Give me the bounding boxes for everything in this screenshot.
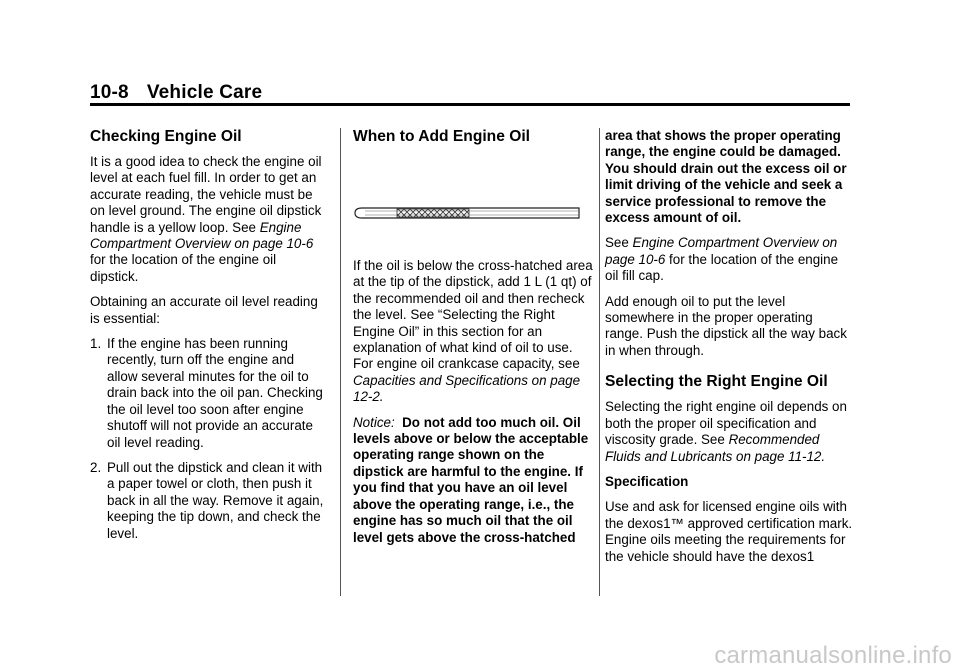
heading-selecting-oil: Selecting the Right Engine Oil [605, 373, 828, 391]
header-rule [90, 103, 850, 106]
notice-continued: area that shows the proper operating range, the engine could be damaged. You should drain out the excess oil or limit driving of the vehicle and seek a service professional to remove the excess amount of oil. [605, 128, 847, 226]
column-2 [353, 128, 593, 555]
list-item: 1. If the engine has been running recently, turn off the engine and allow several minutes for the oil to drain back into the oil pan. Checking the oil level too soon after engine shutoff will not provide an accurate oil level reading. [90, 336, 323, 450]
notice-label: Notice: [353, 414, 395, 430]
column-divider [340, 128, 341, 596]
heading-checking-engine-oil: Checking Engine Oil [90, 128, 242, 145]
steps-list [90, 336, 328, 542]
capacities-link[interactable]: Capacities and Specifications on page 12-2. [353, 372, 581, 405]
engine-compartment-link[interactable]: Engine Compartment Overview on page 10-6 [90, 219, 314, 252]
dipstick-illustration [353, 206, 581, 220]
add-oil-paragraph: If the oil is below the cross-hatched area at the tip of the dipstick, add 1 L (1 qt) of the recommended oil and then recheck the level. See “Selecting the Right Engine Oil” in this section for an explanation of what kind of oil to use. For engine oil crankcase capacity, see Capacities and Specifications on page 12-2. [353, 258, 593, 405]
column-divider [599, 128, 600, 596]
selecting-paragraph: Selecting the right engine oil depends on both the proper oil specification and viscosity grade. See Recommended Fluids and Lubricants on page 11-12. [605, 399, 847, 464]
add-enough-paragraph: Add enough oil to put the level somewhere in the proper operating range. Push the dipstick all the way back in when through. [605, 293, 847, 358]
fluids-lubricants-link[interactable]: Recommended Fluids and Lubricants on page 11-12. [605, 432, 826, 464]
column-1 [90, 128, 328, 551]
notice-paragraph: Notice: Do not add too much oil. Oil levels above or below the acceptable operating range shown on the dipstick are harmful to the engine. If you find that you have an oil level above the operating range, i.e., the engine has so much oil that the oil level gets above the cross-hatched [353, 414, 589, 545]
engine-compartment-link-2[interactable]: Engine Compartment Overview on page 10-6 [605, 235, 838, 267]
page-header [90, 82, 262, 104]
page-number: 10-8 [90, 82, 129, 103]
specification-paragraph: Use and ask for licensed engine oils with the dexos1™ approved certification mark. Engine oils meeting the requirements for the vehicle should have the dexos1 [605, 499, 853, 564]
intro-paragraph: It is a good idea to check the engine oil level at each fuel fill. In order to get an accurate reading, the vehicle must be on level ground. The engine oil dipstick handle is a yellow loop. See Engine Compartment Overview on page 10-6 for the location of the engine oil dipstick. [90, 154, 322, 284]
list-item: 2. Pull out the dipstick and clean it with a paper towel or cloth, then push it back in all the way. Remove it again, keeping the tip down, and check the level. [90, 459, 324, 541]
essential-paragraph: Obtaining an accurate oil level reading is essential: [90, 294, 318, 326]
heading-when-to-add-oil: When to Add Engine Oil [353, 128, 530, 145]
section-title: Vehicle Care [146, 82, 263, 103]
watermark: carmanualsonline.info [714, 642, 952, 669]
column-3 [605, 128, 853, 574]
see-paragraph: See Engine Compartment Overview on page 10-6 for the location of the engine oil fill cap. [605, 235, 839, 284]
specification-heading: Specification [605, 473, 689, 489]
